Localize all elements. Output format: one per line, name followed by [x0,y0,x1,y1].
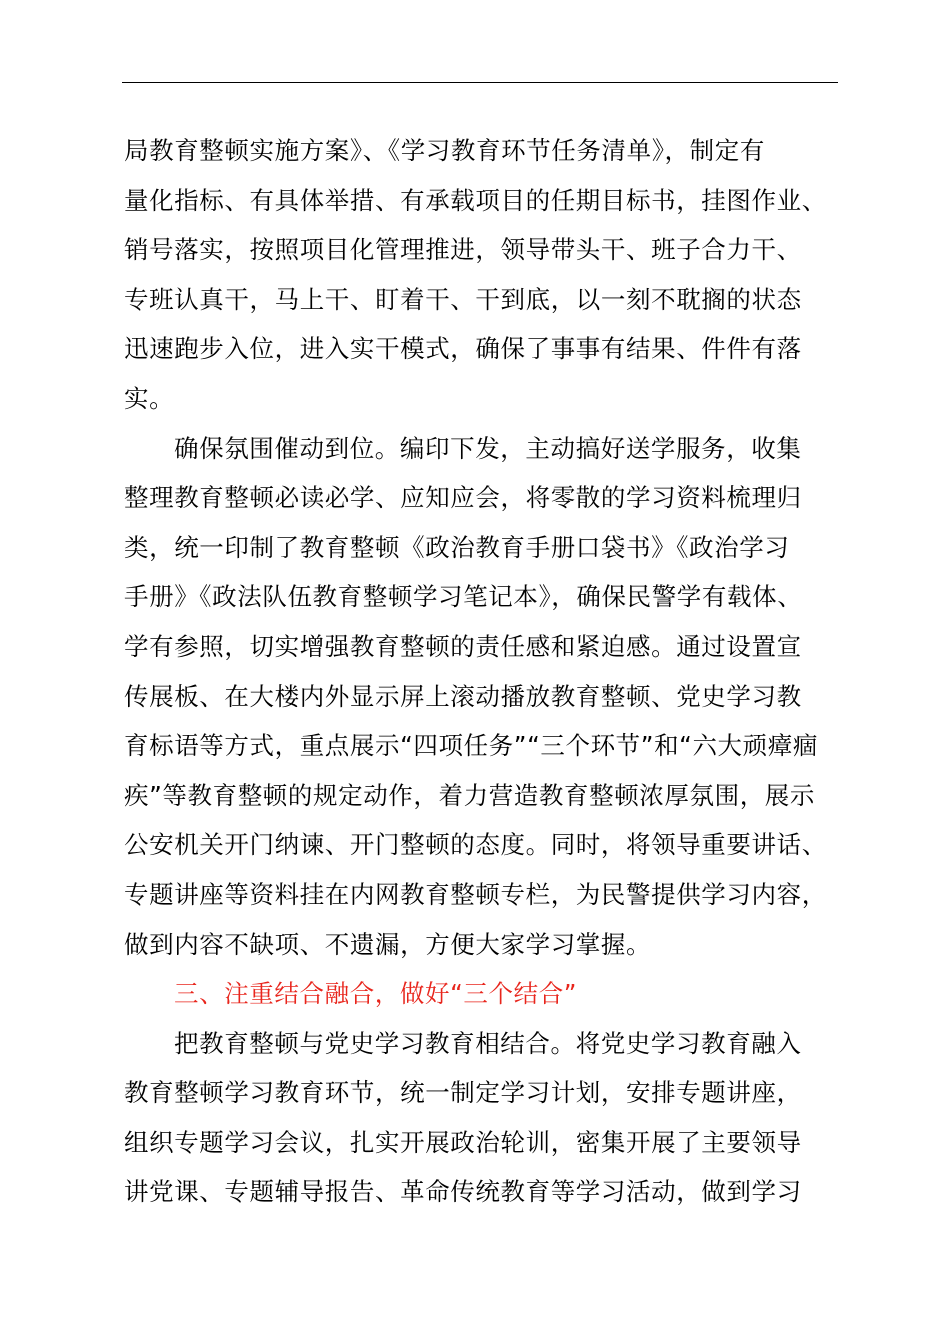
text-line: 类，统一印制了教育整顿《政治教育手册口袋书》《政治学习 [124,532,790,562]
header-rule [122,82,838,83]
section-heading: 三、注重结合融合，做好“三个结合” [174,979,578,1009]
text-line: 组织专题学习会议，扎实开展政治轮训，密集开展了主要领导 [124,1127,802,1157]
text-line: 做到内容不缺项、不遗漏，方便大家学习掌握。 [124,929,652,959]
text-line: 确保氛围催动到位。编印下发，主动搞好送学服务，收集 [174,433,802,463]
text-line: 学有参照，切实增强教育整顿的责任感和紧迫感。通过设置宣 [124,631,802,661]
text-line: 整理教育整顿必读必学、应知应会，将零散的学习资料梳理归 [124,483,802,513]
text-line: 销号落实，按照项目化管理推进，领导带头干、班子合力干、 [124,235,802,265]
text-line: 公安机关开门纳谏、开门整顿的态度。同时，将领导重要讲话、 [124,830,827,860]
text-line: 讲党课、专题辅导报告、革命传统教育等学习活动，做到学习 [124,1177,802,1207]
text-line: 局教育整顿实施方案》、《学习教育环节任务清单》，制定有 [124,136,765,165]
text-line: 传展板、在大楼内外显示屏上滚动播放教育整顿、党史学习教 [124,681,802,711]
text-line: 手册》《政法队伍教育整顿学习笔记本》，确保民警学有载体、 [124,582,803,612]
text-line: 专班认真干，马上干、盯着干、干到底，以一刻不耽搁的状态 [124,284,802,314]
text-line: 量化指标、有具体举措、有承载项目的任期目标书，挂图作业、 [124,185,827,215]
text-line: 实。 [124,383,175,413]
text-line: 把教育整顿与党史学习教育相结合。将党史学习教育融入 [174,1028,802,1058]
document-body [124,126,864,1217]
text-line: 育标语等方式，重点展示“四项任务”“三个环节”和“六大顽瘴痼 [124,731,818,761]
text-line: 迅速跑步入位，进入实干模式，确保了事事有结果、件件有落 [124,334,802,364]
text-line: 疾”等教育整顿的规定动作，着力营造教育整顿浓厚氛围，展示 [124,780,815,810]
text-line: 教育整顿学习教育环节，统一制定学习计划，安排专题讲座， [124,1078,802,1108]
text-line: 专题讲座等资料挂在内网教育整顿专栏，为民警提供学习内容， [124,879,827,909]
